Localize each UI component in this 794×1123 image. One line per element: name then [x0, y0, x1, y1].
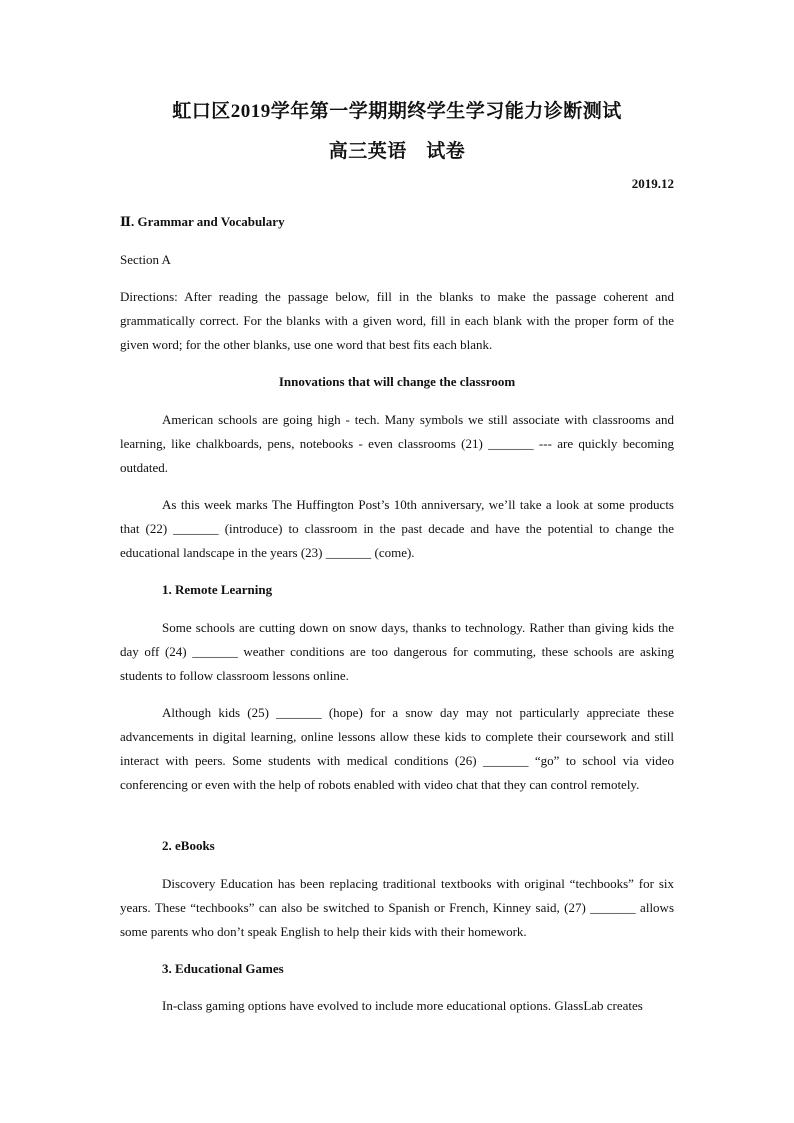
part-heading: Ⅱ. Grammar and Vocabulary [120, 214, 285, 229]
passage-paragraph-2: As this week marks The Huffington Post’s 10th anniversary, we’ll take a look at some products that (22) _______ (introduce) to classroom in the past decade and have the potential to change the educational landscape in the years (23) _______ (come). [120, 497, 674, 560]
passage-title: Innovations that will change the classroom [278, 374, 516, 389]
subheading-educational-games: 3. Educational Games [162, 961, 284, 976]
passage-paragraph-4: Although kids (25) _______ (hope) for a snow day may not particularly appreciate these advancements in digital learning, online lessons allow these kids to complete their coursework and still interact with peers. Some students with medical conditions (26) _______ “go” to school via video conferencing or even with the help of robots enabled with video chat that they can control remotely. [120, 705, 674, 792]
passage-paragraph-6: In-class gaming options have evolved to include more educational options. GlassLab creates [162, 998, 643, 1013]
passage-paragraph-1: American schools are going high - tech. Many symbols we still associate with classrooms and learning, like chalkboards, pens, notebooks - even classrooms (21) _______ --- are quickly becoming outdated. [120, 412, 674, 475]
passage-paragraph-5: Discovery Education has been replacing traditional textbooks with original “techbooks” for six years. These “techbooks” can also be switched to Spanish or French, Kinney said, (27) _______ allows some parents who don’t speak English to help their kids with their homework. [120, 876, 674, 939]
exam-subtitle: 高三英语 试卷 [328, 141, 466, 162]
subheading-ebooks: 2. eBooks [162, 838, 215, 853]
exam-title: 虹口区2019学年第一学期期终学生学习能力诊断测试 [172, 101, 622, 122]
section-label: Section A [120, 252, 171, 267]
directions-text: Directions: After reading the passage below, fill in the blanks to make the passage coherent and grammatically correct. For the blanks with a given word, fill in each blank with the proper form of the given word; for the other blanks, use one word that best fits each blank. [120, 289, 674, 352]
passage-paragraph-3: Some schools are cutting down on snow days, thanks to technology. Rather than giving kids the day off (24) _______ weather conditions are too dangerous for commuting, these schools are asking students to follow classroom lessons online. [120, 620, 674, 683]
subheading-remote-learning: 1. Remote Learning [162, 582, 273, 597]
exam-date: 2019.12 [631, 176, 674, 191]
